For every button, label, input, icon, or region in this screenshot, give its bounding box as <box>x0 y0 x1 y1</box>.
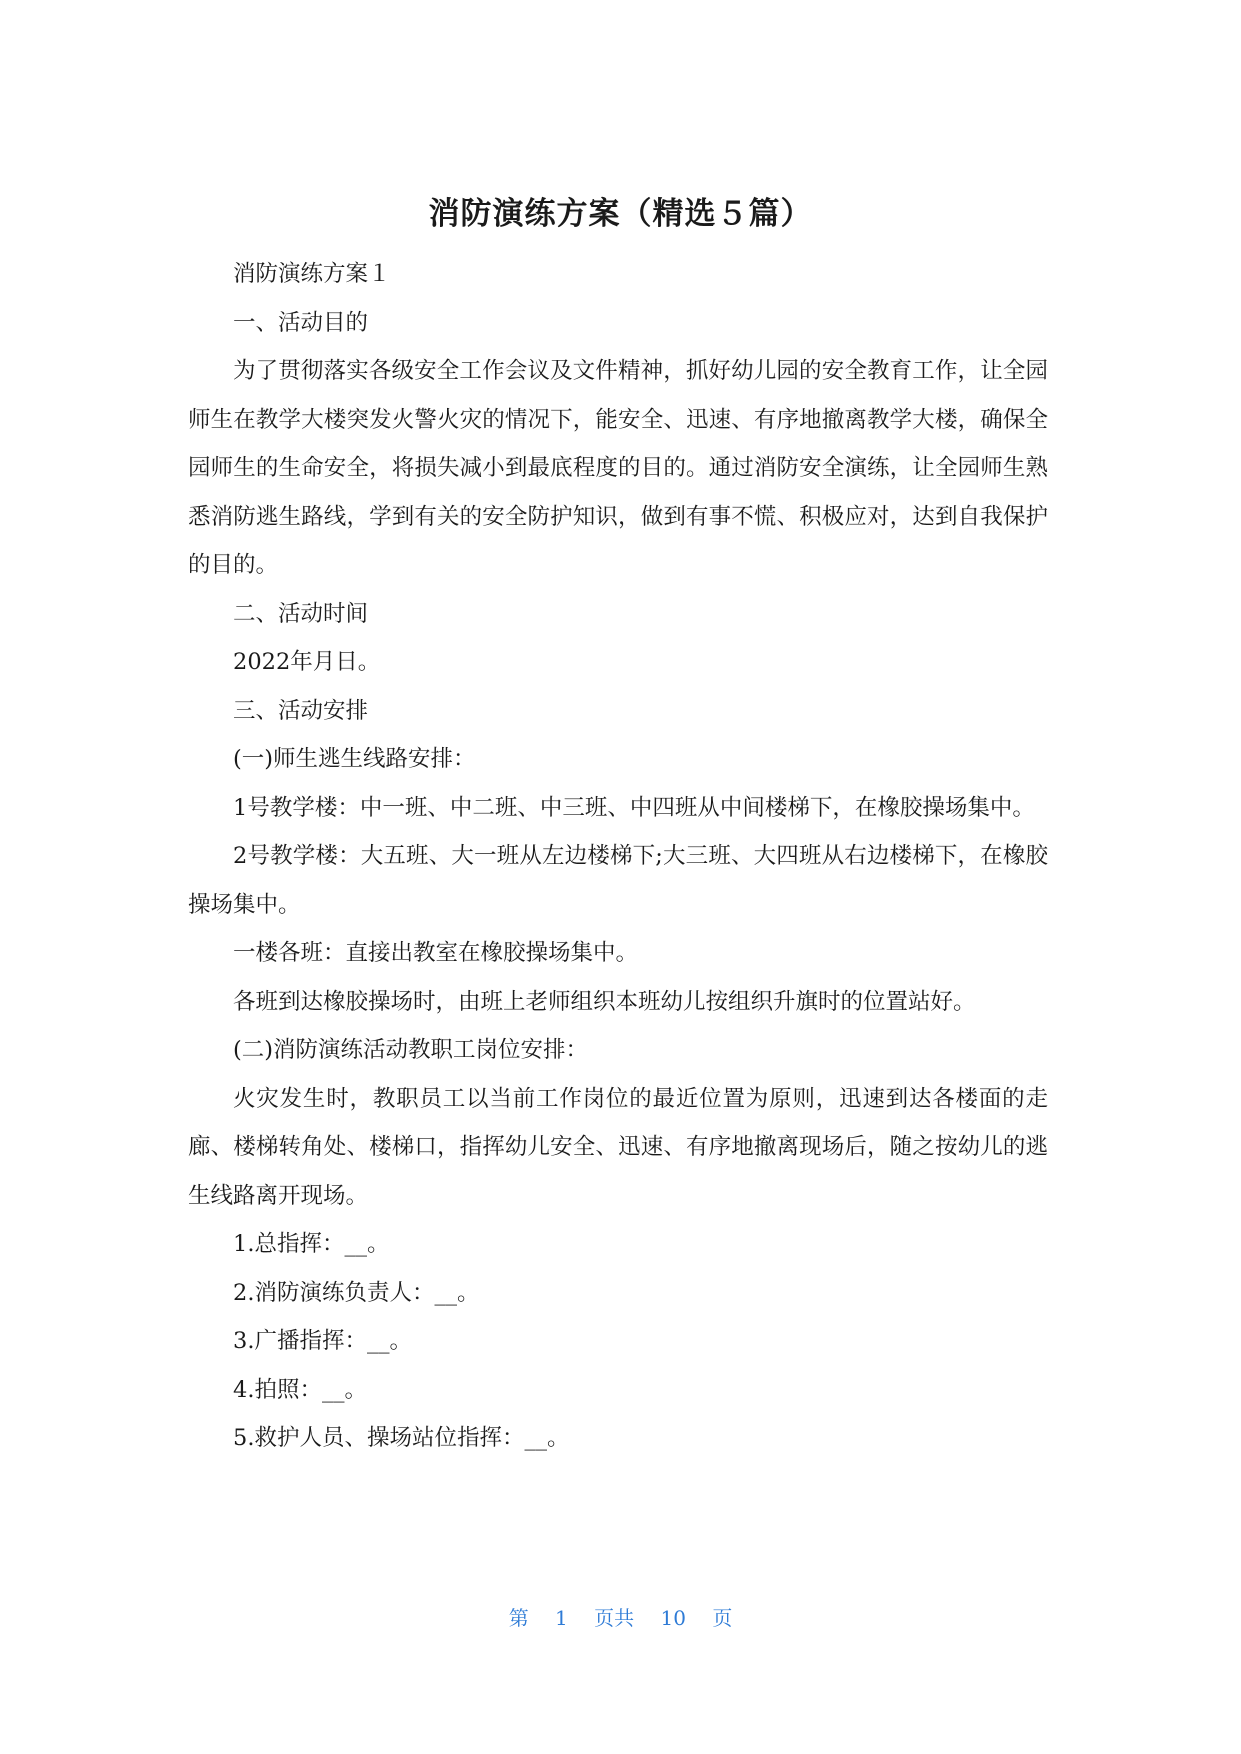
list-item: 4.拍照：__。 <box>233 1376 367 1403</box>
page-footer <box>0 1602 1241 1631</box>
section-heading: 三、活动安排 <box>233 697 369 724</box>
paragraph: 2号教学楼：大五班、大一班从左边楼梯下;大三班、大四班从右边楼梯下，在橡胶操场集中。 <box>188 843 1048 918</box>
list-item: 5.救护人员、操场站位指挥：__。 <box>233 1425 570 1451</box>
footer-total-pages: 10 <box>660 1606 686 1630</box>
paragraph: 1号教学楼：中一班、中二班、中三班、中四班从中间楼梯下，在橡胶操场集中。 <box>233 794 1035 821</box>
paragraph: 火灾发生时，教职员工以当前工作岗位的最近位置为原则，迅速到达各楼面的走廊、楼梯转角处、楼梯口，指挥幼儿安全、迅速、有序地撤离现场后，随之按幼儿的逃生线路离开现场。 <box>188 1085 1048 1209</box>
subsection-heading: (二)消防演练活动教职工岗位安排： <box>233 1037 589 1063</box>
document-title: 消防演练方案（精选５篇） <box>428 196 813 232</box>
paragraph: 各班到达橡胶操场时，由班上老师组织本班幼儿按组织升旗时的位置站好。 <box>233 988 976 1015</box>
paragraph: 2022年月日。 <box>233 649 381 675</box>
section-heading: 一、活动目的 <box>233 309 369 336</box>
paragraph: 消防演练方案１ <box>233 261 391 287</box>
footer-prefix: 第 <box>508 1606 529 1630</box>
list-item: 2.消防演练负责人：__。 <box>233 1279 480 1306</box>
footer-suffix: 页 <box>712 1606 733 1630</box>
subsection-heading: (一)师生逃生线路安排： <box>233 746 476 772</box>
section-heading: 二、活动时间 <box>233 600 369 627</box>
paragraph: 为了贯彻落实各级安全工作会议及文件精神，抓好幼儿园的安全教育工作，让全园师生在教学大楼突发火警火灾的情况下，能安全、迅速、有序地撤离教学大楼，确保全园师生的生命安全，将损失减小到最底程度的目的。通过消防安全演练，让全园师生熟悉消防逃生路线，学到有关的安全防护知识，做到有事不慌、积极应对，达到自我保护的目的。 <box>188 358 1048 578</box>
paragraph: 一楼各班：直接出教室在橡胶操场集中。 <box>233 940 639 966</box>
footer-page-number: 1 <box>555 1606 568 1630</box>
list-item: 1.总指挥：__。 <box>233 1231 390 1257</box>
document-body <box>188 250 1048 1463</box>
list-item: 3.广播指挥：__。 <box>233 1328 412 1354</box>
footer-mid: 页共 <box>594 1606 635 1630</box>
